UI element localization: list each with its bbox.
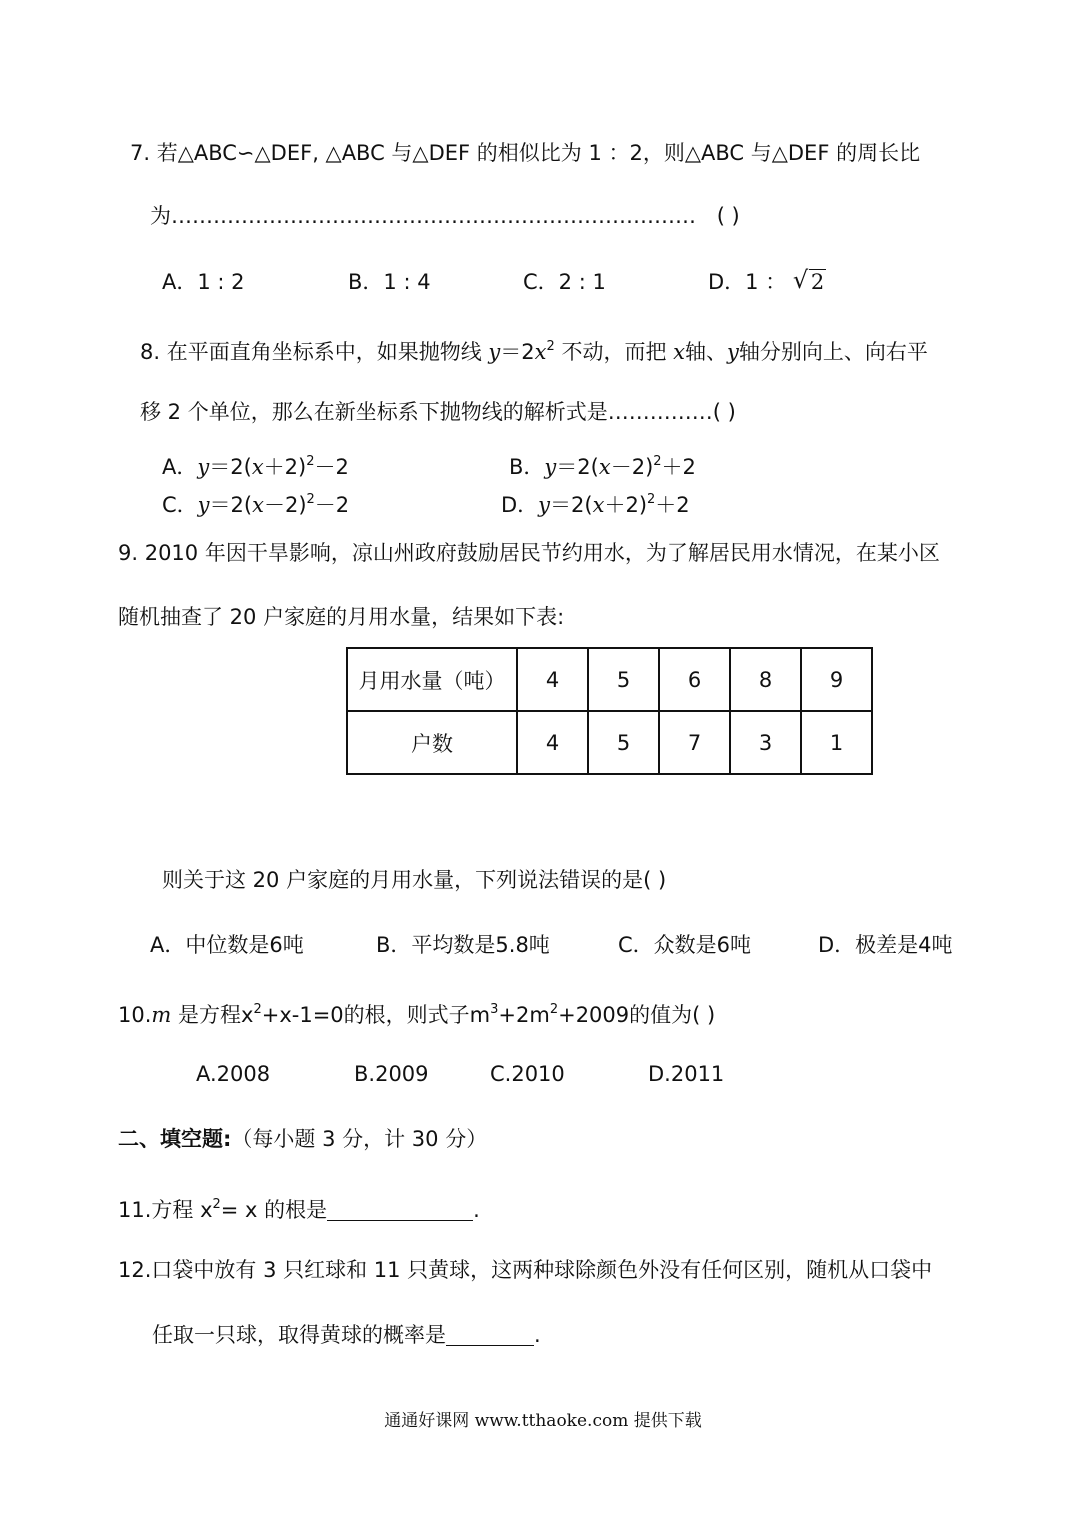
table-cell: 8 — [730, 648, 801, 711]
table-cell: 5 — [588, 711, 659, 774]
q8-text-1: 8. 在平面直角坐标系中，如果抛物线 — [140, 340, 482, 364]
q10-option-a: A.2008 — [196, 1062, 271, 1086]
table-cell: 3 — [730, 711, 801, 774]
q7-answer-paren: ( ) — [716, 204, 740, 228]
q10-text-1: 是方程x — [178, 1003, 254, 1027]
q8-option-c-body1: ＝2( — [209, 493, 253, 517]
section2-title: 二、填空题: — [118, 1127, 232, 1151]
q11-text-2: = x 的根是 — [220, 1198, 328, 1222]
q8-option-a-body1: ＝2( — [209, 455, 252, 479]
q10-sup-2: 3 — [490, 1002, 499, 1017]
q10-option-c: C.2010 — [490, 1062, 565, 1086]
q10-text-4: +2009的值为( ) — [558, 1003, 716, 1027]
q10-option-d: D.2011 — [648, 1062, 725, 1086]
q9-line2: 随机抽查了 20 户家庭的月用水量，结果如下表: — [118, 605, 565, 629]
q8-formula-y: y — [488, 340, 501, 364]
q10-text-3: +2m — [498, 1003, 550, 1027]
q8-option-a-y: y — [197, 455, 210, 479]
q8-text-4: 轴分别向上、向右平 — [738, 340, 928, 364]
q10-option-b: B.2009 — [354, 1062, 429, 1086]
table-row — [347, 711, 872, 774]
table-cell: 5 — [588, 648, 659, 711]
q8-option-b-body1: ＝2( — [556, 455, 599, 479]
q11-text-1: 11.方程 x — [118, 1198, 213, 1222]
q7-line1: 7. 若△ABC∽△DEF, △ABC 与△DEF 的相似比为 1 ：2，则△ABC 与△DEF 的周长比 — [130, 141, 921, 165]
q12-line1: 12.口袋中放有 3 只红球和 11 只黄球，这两种球除颜色外没有任何区别，随机从口袋中 — [118, 1258, 933, 1282]
q8-option-a-body3: －2 — [314, 455, 349, 479]
q7-option-b: B．1 : 4 — [348, 270, 431, 294]
sqrt-value: 2 — [810, 270, 825, 294]
q7-option-d-label: D．1 ： — [708, 270, 787, 294]
q8-option-d-body1: ＝2( — [550, 493, 593, 517]
table-cell: 9 — [801, 648, 872, 711]
q8-option-c-body3: －2 — [314, 493, 350, 517]
q12-end: . — [534, 1323, 541, 1347]
q8-option-c-body2: －2) — [263, 493, 307, 517]
q8-text-3: 轴、 — [685, 340, 727, 364]
q8-formula-eq: ＝2 — [500, 340, 535, 364]
q8-option-b-body2: －2) — [610, 455, 654, 479]
q8-option-d — [501, 485, 690, 520]
table-cell: 4 — [517, 648, 588, 711]
q8-option-a-body2: ＋2) — [263, 455, 307, 479]
q8-option-c-y: y — [197, 493, 210, 517]
q8-option-d-label: D． — [501, 493, 539, 517]
q8-option-c-x: x — [252, 493, 264, 517]
q8-option-d-body3: ＋2 — [655, 493, 690, 517]
q8-option-d-sup: 2 — [647, 492, 656, 507]
q9-option-d: D．极差是4吨 — [818, 933, 953, 957]
q8-line2: 移 2 个单位，那么在新坐标系下抛物线的解析式是……………( ) — [140, 400, 736, 424]
q8-var-x: x — [673, 340, 685, 364]
table-cell: 7 — [659, 711, 730, 774]
q10-sup-1: 2 — [253, 1002, 262, 1017]
table-cell: 4 — [517, 711, 588, 774]
table-cell: 1 — [801, 711, 872, 774]
q12-text: 任取一只球，取得黄球的概率是 — [152, 1323, 446, 1347]
q10-line — [118, 995, 715, 1030]
q11-answer-blank[interactable] — [327, 1198, 473, 1221]
q12-answer-blank[interactable] — [446, 1323, 534, 1346]
q8-formula-x: x — [534, 340, 547, 364]
q11-line — [118, 1190, 480, 1225]
q8-option-b-label: B． — [509, 455, 545, 479]
section2-heading — [118, 1124, 487, 1154]
q9-question: 则关于这 20 户家庭的月用水量，下列说法错误的是( ) — [162, 868, 667, 892]
q9-line1: 9. 2010 年因干旱影响，凉山州政府鼓励居民节约用水，为了解居民用水情况，在某小区 — [118, 541, 940, 565]
table-row — [347, 648, 872, 711]
q9-option-b: B．平均数是5.8吨 — [376, 933, 550, 957]
table-cell: 6 — [659, 648, 730, 711]
q8-formula-sup: 2 — [546, 339, 555, 354]
q8-var-y: y — [727, 340, 739, 364]
q8-option-d-x: x — [592, 493, 605, 517]
q10-text-2: +x-1=0的根，则式子m — [261, 1003, 491, 1027]
q8-option-a-sup: 2 — [306, 454, 315, 469]
q8-option-a — [162, 447, 349, 482]
q10-sup-3: 2 — [549, 1002, 559, 1017]
sqrt-symbol: √ 2 — [792, 266, 825, 294]
q8-option-a-label: A． — [162, 455, 198, 479]
q7-option-a: A．1 : 2 — [162, 270, 245, 294]
q8-option-c-label: C． — [162, 493, 198, 517]
q8-option-d-body2: ＋2) — [604, 493, 648, 517]
q10-var-m: m — [151, 1003, 172, 1027]
q8-option-d-y: y — [538, 493, 551, 517]
q8-option-b-x: x — [598, 455, 611, 479]
q10-number: 10. — [118, 1003, 152, 1027]
q8-option-b-body3: ＋2 — [661, 455, 696, 479]
q8-option-b — [509, 447, 696, 482]
q9-option-a: A．中位数是6吨 — [150, 933, 304, 957]
section2-note: （每小题 3 分，计 30 分） — [231, 1127, 488, 1151]
table-row-header: 月用水量（吨） — [347, 648, 517, 711]
q8-option-a-x: x — [251, 455, 264, 479]
q8-line1 — [140, 332, 928, 367]
page-footer: 通通好课网 www.tthaoke.com 提供下载 — [384, 1411, 702, 1431]
q11-sup: 2 — [212, 1197, 221, 1212]
q8-option-c — [162, 485, 349, 520]
q8-text-2: 不动，而把 — [561, 340, 667, 364]
q8-option-b-y: y — [544, 455, 557, 479]
q12-line2 — [152, 1320, 541, 1350]
table-row-header: 户数 — [347, 711, 517, 774]
q7-line2-text: 为………………………………………………………………… — [150, 204, 696, 228]
q7-option-d — [708, 267, 826, 297]
q7-option-c: C．2 : 1 — [523, 270, 606, 294]
water-usage-table — [346, 647, 873, 775]
q8-option-b-sup: 2 — [653, 454, 662, 469]
q9-option-c: C．众数是6吨 — [618, 933, 752, 957]
q11-end: . — [473, 1198, 480, 1222]
q8-option-c-sup: 2 — [306, 492, 315, 507]
q7-line2 — [150, 201, 740, 231]
